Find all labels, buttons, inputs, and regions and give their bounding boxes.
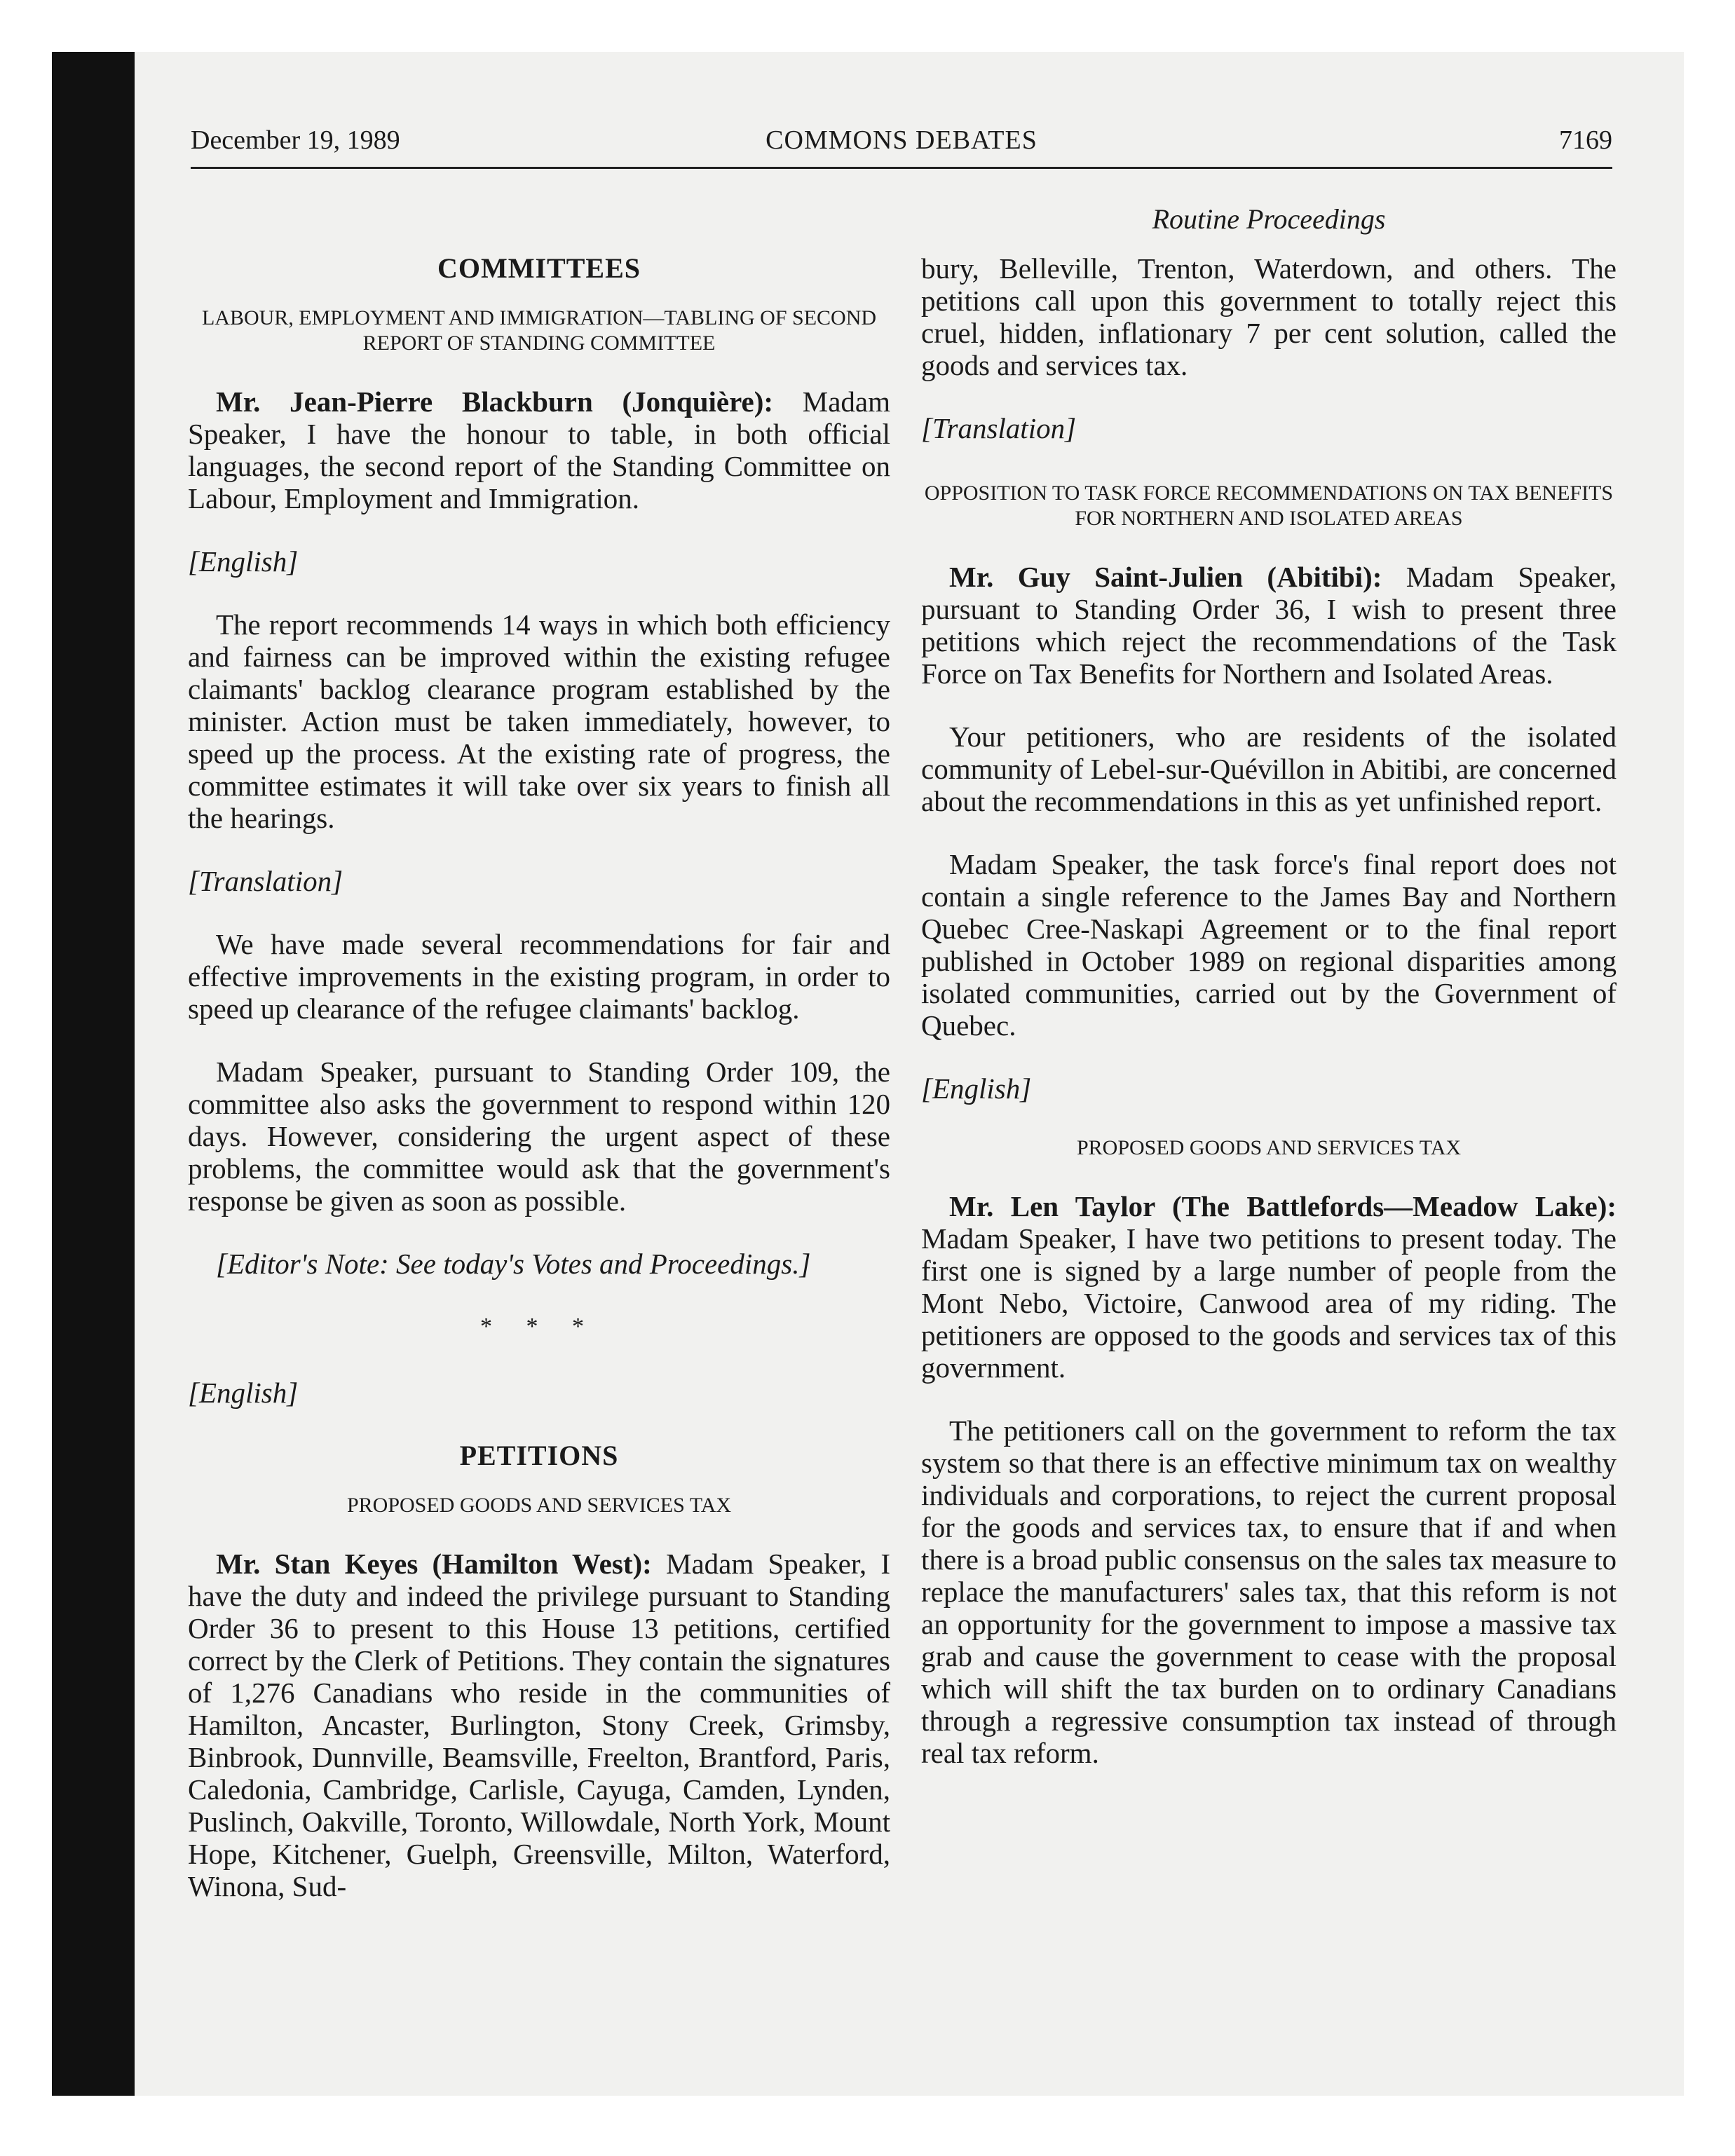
petitioners-paragraph: Your petitioners, who are residents of the isolated community of Lebel-sur-Quévillon in Abitibi, are concerned about the recommendations in this as yet unfinished report. [921,721,1617,817]
language-tag: [English] [188,545,299,578]
taylor-paragraph [921,1190,1617,1384]
petitions-subheading: PROPOSED GOODS AND SERVICES TAX [346,1494,732,1517]
header-rule [191,167,1612,169]
language-tag: [English] [921,1072,1032,1105]
section-separator: * * * [480,1314,598,1339]
continuation-paragraph: bury, Belleville, Trenton, Waterdown, and others. The petitions call upon this government to totally reject this cruel, hidden, inflationary 7 per cent solution, called the goods and services tax. [921,252,1617,381]
standing-order-109-paragraph: Madam Speaker, pursuant to Standing Order 109, the committee also asks the government to respond within 120 days. However, considering the urgent aspect of these problems, the committee would ask that the government's response be given as soon as possible. [188,1056,890,1217]
header-page-number: 7169 [1559,125,1612,155]
speech-text: Madam Speaker, I have two petitions to present today. The first one is signed by a large number of people from the Mont Nebo, Victoire, Canwood area of my riding. The petitioners are opposed to the goods and services tax of this government. [921,1222,1617,1384]
petitions-heading: PETITIONS [459,1440,619,1471]
binding-edge [52,52,135,2096]
header-title: COMMONS DEBATES [766,125,1037,155]
final-report-paragraph: Madam Speaker, the task force's final report does not contain a single reference to the James Bay and Northern Quebec Cree-Naskapi Agreement or to the final report published in October 1989 on regional disparities among isolated communities, carried out by the Government of Quebec. [921,848,1617,1042]
saint-julien-paragraph [921,561,1617,690]
editors-note: [Editor's Note: See today's Votes and Proceedings.] [216,1248,811,1280]
report-paragraph: The report recommends 14 ways in which both efficiency and fairness can be improved within the existing refugee claimants' backlog clearance program established by the minister. Action must be taken immediately, however, to speed up the process. At the existing rate of progress, the committee estimates it will take over six years to finish all the hearings. [188,608,890,834]
speech-text: Madam Speaker, I have the duty and indeed the privilege pursuant to Standing Order 36 to present to this House 13 petitions, certified correct by the Clerk of Petitions. They contain the signatures of 1,276 Canadians who reside in the communities of Hamilton, Ancaster, Burlington, Stony Creek, Grimsby, Binbrook, Dunnville, Beamsville, Freelton, Brantford, Paris, Caledonia, Cambridge, Carlisle, Cayuga, Camden, Lynden, Puslinch, Oakville, Toronto, Willowdale, North York, Mount Hope, Kitchener, Guelph, Greensville, Milton, Waterford, Winona, Sud- [188,1548,890,1902]
language-tag: [Translation] [188,865,343,897]
speaker-name: Mr. Guy Saint-Julien (Abitibi): [949,561,1382,593]
page-header [191,125,1612,167]
committees-heading: COMMITTEES [437,252,641,284]
header-date: December 19, 1989 [191,125,400,155]
speaker-name: Mr. Jean-Pierre Blackburn (Jonquière): [216,386,774,418]
right-column [921,203,1617,1800]
recommendations-paragraph: We have made several recommendations for fair and effective improvements in the existing program, in order to speed up clearance of the refugee claimants' backlog. [188,928,890,1025]
committees-subheading: LABOUR, EMPLOYMENT AND IMMIGRATION—TABLING OF SECOND REPORT OF STANDING COMMITTEE [201,306,877,355]
blackburn-paragraph [188,386,890,514]
opposition-subheading: OPPOSITION TO TASK FORCE RECOMMENDATIONS ON TAX BENEFITS FOR NORTHERN AND ISOLATED AREAS [924,482,1614,530]
running-subhead: Routine Proceedings [1152,203,1386,235]
language-tag: [English] [188,1377,299,1409]
speech-text: Madam Speaker, pursuant to Standing Order 36, I wish to present three petitions which reject the recommendations of the Task Force on Tax Benefits for Northern and Isolated Areas. [921,561,1617,690]
speaker-name: Mr. Stan Keyes (Hamilton West): [216,1548,652,1580]
left-column [188,252,890,1933]
language-tag: [Translation] [921,412,1077,444]
gst-subheading: PROPOSED GOODS AND SERVICES TAX [1076,1136,1462,1159]
tax-reform-paragraph: The petitioners call on the government to reform the tax system so that there is an effective minimum tax on wealthy individuals and corporations, to reject the current proposal for the goods and services tax, to ensure that if and when there is a broad public consensus on the sales tax measure to replace the manufacturers' sales tax, that this reform is not an opportunity for the government to impose a massive tax grab and cause the government to cease with the proposal which will shift the tax burden on to ordinary Canadians through a regressive consumption tax instead of through real tax reform. [921,1414,1617,1769]
speech-text: Madam Speaker, I have the honour to table, in both official languages, the second report of the Standing Committee on Labour, Employment and Immigration. [188,386,890,514]
keyes-paragraph [188,1548,890,1902]
speaker-name: Mr. Len Taylor (The Battlefords—Meadow Lake): [949,1190,1617,1222]
